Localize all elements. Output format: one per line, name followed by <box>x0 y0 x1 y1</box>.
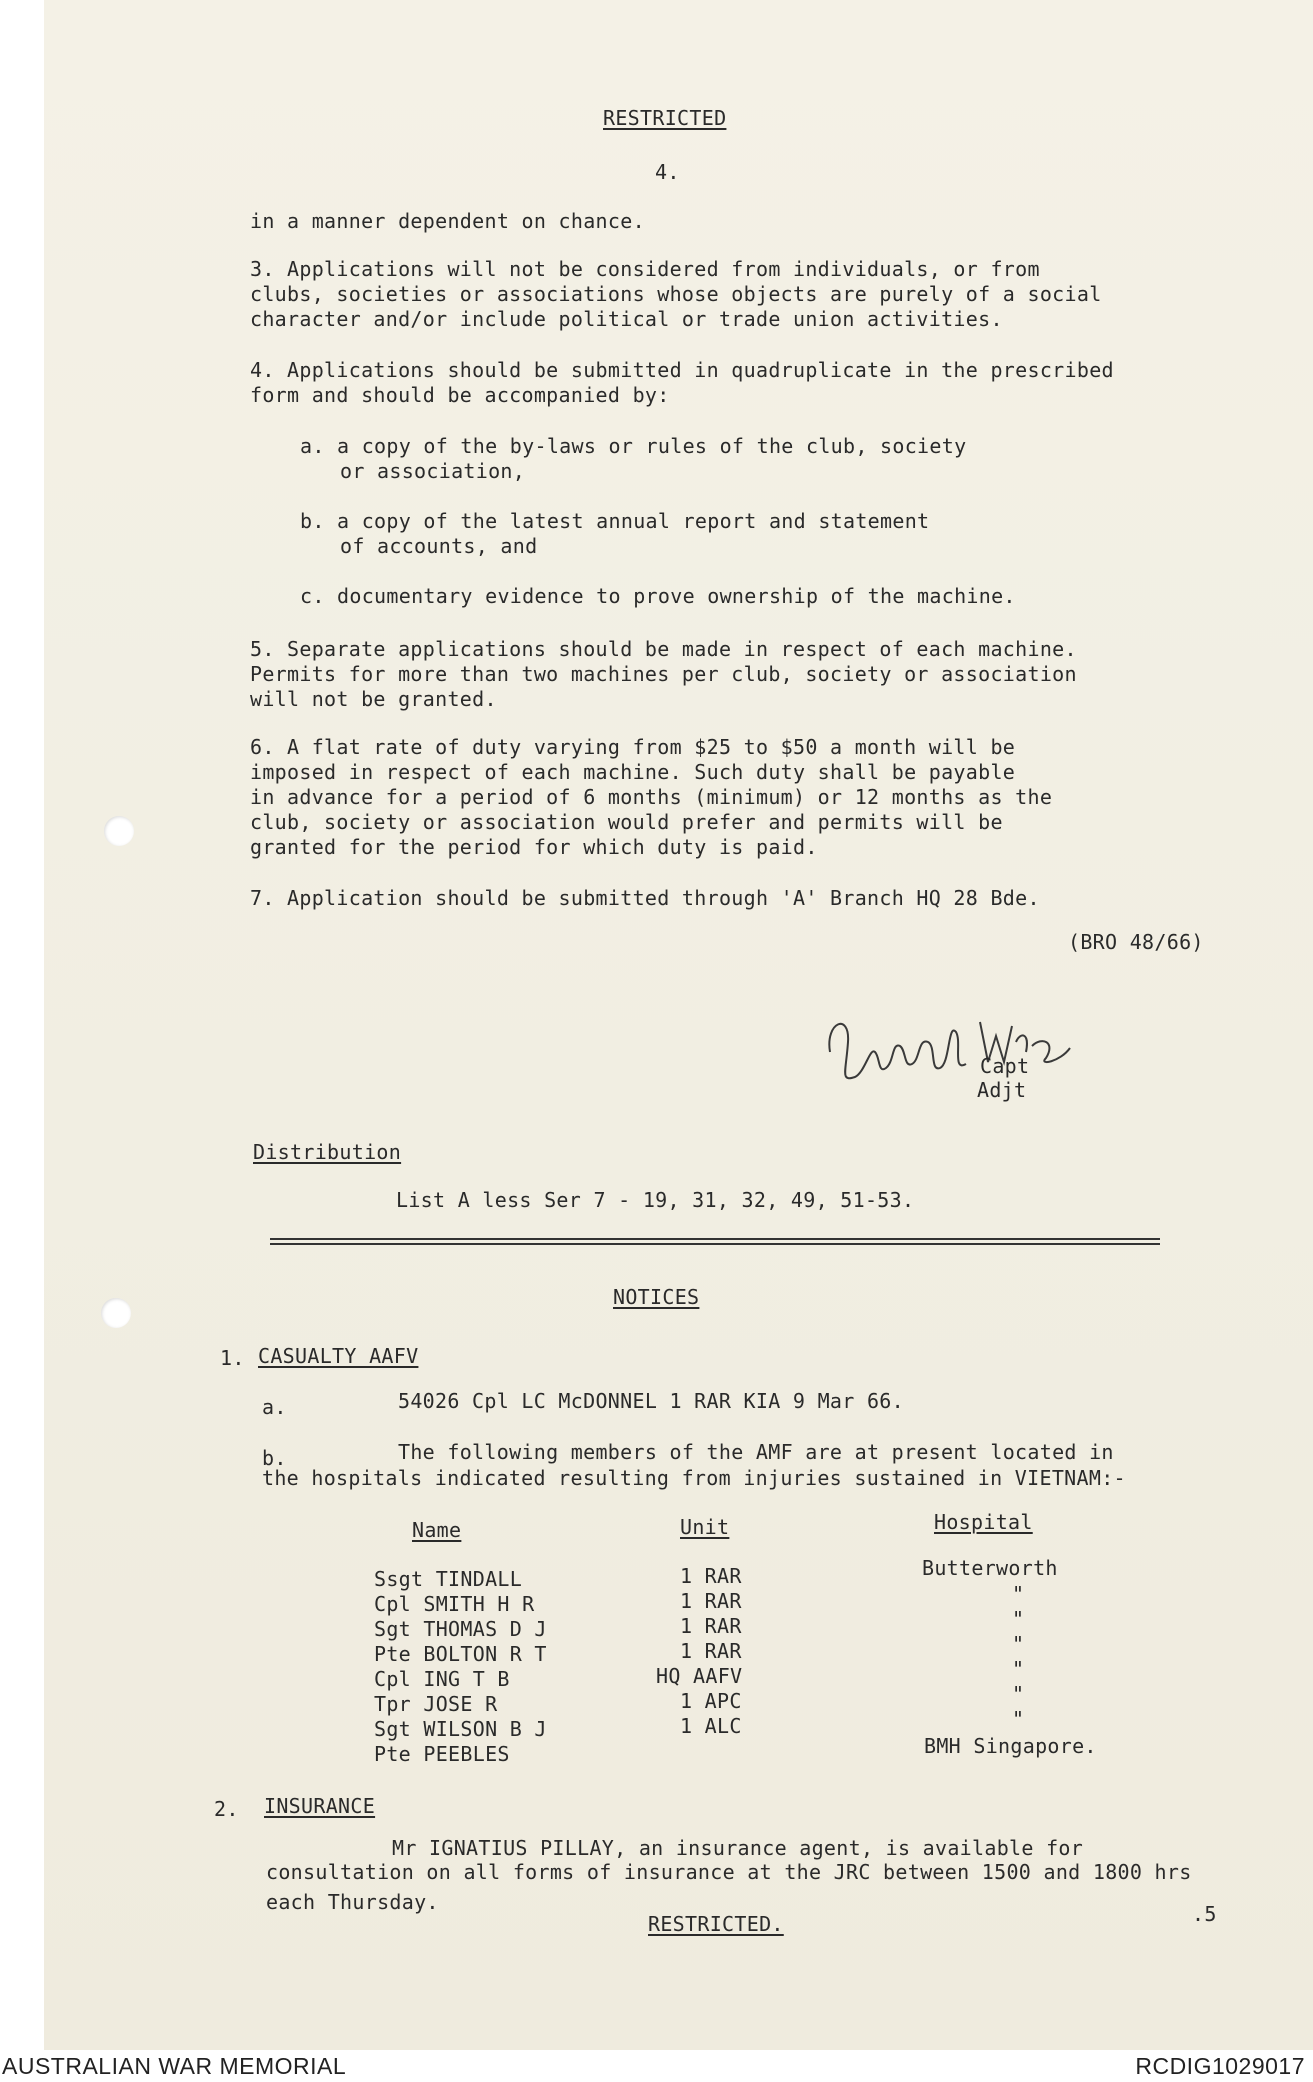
table-row-1-name: Ssgt TINDALL <box>374 1567 523 1591</box>
table-row-3-unit: 1 RAR <box>680 1614 742 1638</box>
notice2-line3: each Thursday. <box>266 1890 439 1914</box>
table-row-8-name: Pte PEEBLES <box>374 1742 510 1766</box>
classification-footer: RESTRICTED. <box>648 1912 784 1936</box>
bro-reference: (BRO 48/66) <box>1068 930 1204 954</box>
para3-line2: clubs, societies or associations whose objects are purely of a social <box>250 282 1102 306</box>
table-header-hospital: Hospital <box>934 1510 1033 1534</box>
table-row-7-unit: 1 ALC <box>680 1714 742 1738</box>
handwritten-signature <box>820 1002 1080 1092</box>
para4a-line1: a. a copy of the by-laws or rules of the club, society <box>300 434 967 458</box>
page-number: 4. <box>655 160 680 184</box>
archive-institution: AUSTRALIAN WAR MEMORIAL <box>2 2053 347 2079</box>
punch-hole-top <box>104 816 134 846</box>
table-row-4-unit: 1 RAR <box>680 1639 742 1663</box>
notice1-b-line1: The following members of the AMF are at present located in <box>398 1440 1114 1464</box>
notice1-b-line2: the hospitals indicated resulting from injuries sustained in VIETNAM:- <box>262 1466 1126 1490</box>
table-row-2-name: Cpl SMITH H R <box>374 1592 535 1616</box>
signature-text: Sheppard Wlo <box>822 1090 830 1091</box>
para5-line2: Permits for more than two machines per club, society or association <box>250 662 1077 686</box>
classification-header: RESTRICTED <box>603 106 727 130</box>
table-header-unit: Unit <box>680 1515 730 1539</box>
notice1-a-label: a. <box>262 1395 287 1419</box>
para6-line2: imposed in respect of each machine. Such duty shall be payable <box>250 760 1016 784</box>
notice2-number: 2. <box>214 1797 239 1821</box>
para4c: c. documentary evidence to prove ownership of the machine. <box>300 584 1016 608</box>
notice2-title: INSURANCE <box>264 1794 376 1818</box>
para4b-line1: b. a copy of the latest annual report and statement <box>300 509 930 533</box>
signatory-appointment: Adjt <box>977 1078 1027 1102</box>
archive-id: RCDIG1029017 <box>1135 2053 1305 2079</box>
notices-heading: NOTICES <box>613 1285 700 1309</box>
para5-line1: 5. Separate applications should be made in respect of each machine. <box>250 637 1077 661</box>
continuation-line: in a manner dependent on chance. <box>250 209 645 233</box>
notice1-number: 1. <box>220 1346 245 1370</box>
table-row-1-unit: 1 RAR <box>680 1564 742 1588</box>
notice2-line1: Mr IGNATIUS PILLAY, an insurance agent, is available for <box>392 1836 1084 1860</box>
para3-line1: 3. Applications will not be considered from individuals, or from <box>250 257 1040 281</box>
para6-line4: club, society or association would prefer and permits will be <box>250 810 1003 834</box>
next-page-number: .5 <box>1192 1902 1217 1926</box>
table-row-7-name: Sgt WILSON B J <box>374 1717 547 1741</box>
para5-line3: will not be granted. <box>250 687 497 711</box>
table-row-6-name: Tpr JOSE R <box>374 1692 498 1716</box>
table-row-8-hospital: BMH Singapore. <box>924 1734 1097 1758</box>
table-row-7-hospital: " <box>1012 1707 1025 1731</box>
para4-line1: 4. Applications should be submitted in quadruplicate in the prescribed <box>250 358 1114 382</box>
table-row-3-hospital: " <box>1012 1607 1025 1631</box>
table-row-5-name: Cpl ING T B <box>374 1667 510 1691</box>
notice2-line2: consultation on all forms of insurance at the JRC between 1500 and 1800 hrs <box>266 1860 1192 1884</box>
punch-hole-bottom <box>101 1298 131 1328</box>
para4b-line2: of accounts, and <box>340 534 538 558</box>
table-row-6-hospital: " <box>1012 1682 1025 1706</box>
para3-line3: character and/or include political or trade union activities. <box>250 307 1003 331</box>
table-row-4-name: Pte BOLTON R T <box>374 1642 547 1666</box>
notice1-title: CASUALTY AAFV <box>258 1344 419 1368</box>
table-row-3-name: Sgt THOMAS D J <box>374 1617 547 1641</box>
table-row-2-unit: 1 RAR <box>680 1589 742 1613</box>
para4a-line2: or association, <box>340 459 526 483</box>
table-row-5-unit: HQ AAFV <box>656 1664 743 1688</box>
para4-line2: form and should be accompanied by: <box>250 383 670 407</box>
distribution-heading: Distribution <box>253 1140 402 1164</box>
section-divider <box>270 1238 1160 1245</box>
table-row-2-hospital: " <box>1012 1582 1025 1606</box>
para6-line1: 6. A flat rate of duty varying from $25 to $50 a month will be <box>250 735 1016 759</box>
notice1-a-text: 54026 Cpl LC McDONNEL 1 RAR KIA 9 Mar 66. <box>398 1389 904 1413</box>
table-header-name: Name <box>412 1518 462 1542</box>
table-row-5-hospital: " <box>1012 1657 1025 1681</box>
table-row-6-unit: 1 APC <box>680 1689 742 1713</box>
table-row-4-hospital: " <box>1012 1632 1025 1656</box>
para6-line3: in advance for a period of 6 months (minimum) or 12 months as the <box>250 785 1053 809</box>
signatory-rank: Capt <box>980 1054 1030 1078</box>
table-row-1-hospital: Butterworth <box>922 1556 1058 1580</box>
para7: 7. Application should be submitted through 'A' Branch HQ 28 Bde. <box>250 886 1040 910</box>
notice1-b-label: b. <box>262 1446 287 1470</box>
para6-line5: granted for the period for which duty is paid. <box>250 835 818 859</box>
distribution-list: List A less Ser 7 - 19, 31, 32, 49, 51-53. <box>396 1188 915 1212</box>
